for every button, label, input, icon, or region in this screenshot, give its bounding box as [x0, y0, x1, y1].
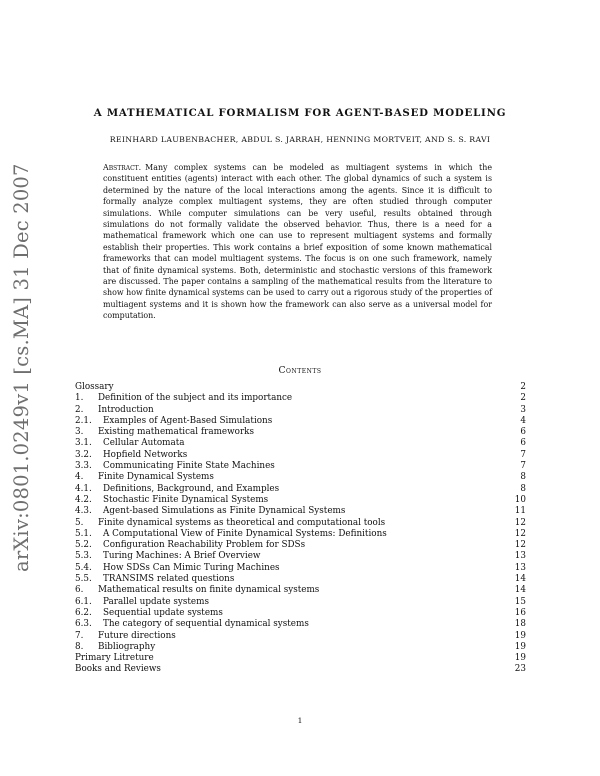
- toc-entry[interactable]: [75, 619, 526, 630]
- toc-entry-number: 4.2.: [75, 494, 92, 505]
- toc-entry-number: 5.2.: [75, 540, 92, 551]
- arxiv-identifier: arXiv:0801.0249v1 [cs.MA] 31 Dec 2007: [10, 163, 33, 572]
- toc-entry[interactable]: [75, 450, 526, 461]
- toc-entry-number: 5.: [75, 517, 84, 528]
- toc-entry[interactable]: [75, 597, 526, 608]
- toc-entry-page: 14: [514, 574, 526, 585]
- toc-entry-title: Bibliography: [98, 641, 156, 652]
- toc-entry-page: 6: [520, 427, 526, 438]
- toc-entry-page: 8: [520, 483, 526, 494]
- abstract: [103, 162, 492, 322]
- toc-entry-page: 15: [514, 596, 526, 607]
- toc-entry[interactable]: [75, 608, 526, 619]
- toc-entry-page: 23: [514, 664, 526, 675]
- toc-entry-title: TRANSIMS related questions: [103, 574, 235, 585]
- toc-entry-page: 12: [514, 528, 526, 539]
- toc-entry-title: Cellular Automata: [103, 438, 185, 449]
- toc-entry-number: 5.1.: [75, 528, 92, 539]
- toc-entry-number: 4.: [75, 472, 84, 483]
- toc-entry-title: Definition of the subject and its importance: [98, 393, 293, 404]
- toc-entry[interactable]: [75, 574, 526, 585]
- toc-entry-title: Future directions: [98, 630, 176, 641]
- toc-entry-title: Stochastic Finite Dynamical Systems: [103, 494, 269, 505]
- toc-entry-title: Glossary: [75, 382, 114, 392]
- toc-entry-title: Primary Litreture: [75, 653, 154, 664]
- toc-entry[interactable]: [75, 495, 526, 506]
- toc-entry-title: The category of sequential dynamical systems: [103, 619, 309, 630]
- toc-entry[interactable]: [75, 484, 526, 495]
- abstract-text: Many complex systems can be modeled as multiagent systems in which the constituent entities (agents) interact with each other. The global dynamics of such a system is determined by the nature of the local interactions among the agents. Since it is difficult to formally analyze complex multiagent systems, they are often studied through computer simulations. While computer simulations can be very useful, results obtained through simulations do not formally validate the observed behavior. Thus, there is a need for a mathematical framework which one can use to represent multiagent systems and formally establish their properties. This work contains a brief exposition of some known mathematical frameworks that can model multiagent systems. The focus is on one such framework, namely that of finite dynamical systems. Both, deterministic and stochastic versions of this framework are discussed. The paper contains a sampling of the mathematical results from the literature to show how finite dynamical systems can be used to carry out a rigorous study of the properties of multiagent systems and it is shown how the framework can also serve as a universal model for computation.: [103, 163, 492, 321]
- toc-entry[interactable]: [75, 518, 526, 529]
- toc-entry[interactable]: [75, 405, 526, 416]
- toc-entry[interactable]: [75, 472, 526, 483]
- table-of-contents: [75, 382, 526, 676]
- toc-entry-title: Configuration Reachability Problem for SDSs: [103, 540, 306, 551]
- toc-entry-title: A Computational View of Finite Dynamical Systems: Definitions: [103, 528, 387, 539]
- toc-entry[interactable]: [75, 540, 526, 551]
- toc-entry-number: 5.3.: [75, 551, 92, 562]
- toc-entry-title: Finite dynamical systems as theoretical and computational tools: [98, 517, 386, 528]
- toc-entry-page: 7: [520, 461, 526, 472]
- toc-entry[interactable]: [75, 664, 526, 675]
- toc-entry-number: 5.5.: [75, 574, 92, 585]
- toc-entry-page: 4: [520, 415, 526, 426]
- toc-entry-title: Communicating Finite State Machines: [103, 461, 275, 472]
- toc-entry[interactable]: [75, 529, 526, 540]
- toc-entry[interactable]: [75, 461, 526, 472]
- toc-entry[interactable]: [75, 427, 526, 438]
- paper-authors: REINHARD LAUBENBACHER, ABDUL S. JARRAH, HENNING MORTVEIT, AND S. S. RAVI: [109, 135, 491, 144]
- toc-entry-page: 2: [520, 393, 526, 404]
- toc-entry-title: Hopfield Networks: [103, 449, 188, 460]
- toc-entry-number: 6.3.: [75, 619, 92, 630]
- toc-entry-number: 3.3.: [75, 461, 92, 472]
- toc-entry-page: 18: [514, 619, 526, 630]
- toc-entry-number: 7.: [75, 630, 84, 641]
- toc-entry-number: 5.4.: [75, 562, 92, 573]
- toc-entry-page: 13: [514, 551, 526, 562]
- toc-entry-page: 12: [514, 540, 526, 551]
- toc-entry-title: Existing mathematical frameworks: [98, 427, 254, 438]
- toc-entry[interactable]: [75, 416, 526, 427]
- toc-entry-page: 3: [520, 404, 526, 415]
- toc-entry-number: 3.: [75, 427, 84, 438]
- toc-entry-page: 13: [514, 562, 526, 573]
- toc-entry[interactable]: [75, 585, 526, 596]
- toc-entry-title: Finite Dynamical Systems: [98, 472, 214, 483]
- toc-entry-title: Mathematical results on finite dynamical systems: [98, 585, 320, 596]
- toc-entry-page: 8: [520, 472, 526, 483]
- toc-entry-title: Turing Machines: A Brief Overview: [103, 551, 261, 562]
- toc-entry-page: 6: [520, 438, 526, 449]
- toc-entry-number: 6.1.: [75, 596, 92, 607]
- toc-entry-title: How SDSs Can Mimic Turing Machines: [103, 562, 280, 573]
- toc-entry-title: Agent-based Simulations as Finite Dynamical Systems: [103, 506, 346, 517]
- toc-entry[interactable]: [75, 382, 526, 393]
- toc-entry-page: 12: [514, 517, 526, 528]
- toc-entry[interactable]: [75, 506, 526, 517]
- toc-entry-title: Definitions, Background, and Examples: [103, 483, 280, 494]
- toc-entry-title: Sequential update systems: [103, 607, 223, 618]
- toc-entry-number: 4.1.: [75, 483, 92, 494]
- toc-entry-page: 19: [514, 641, 526, 652]
- page-number: 1: [297, 716, 303, 725]
- toc-entry[interactable]: [75, 393, 526, 404]
- toc-entry[interactable]: [75, 438, 526, 449]
- toc-entry-number: 2.: [75, 404, 84, 415]
- toc-entry[interactable]: [75, 631, 526, 642]
- toc-entry-page: 19: [514, 653, 526, 664]
- paper-title: A MATHEMATICAL FORMALISM FOR AGENT-BASED MODELING: [93, 107, 507, 119]
- toc-entry-title: Parallel update systems: [103, 596, 209, 607]
- toc-entry-title: Introduction: [98, 404, 154, 415]
- toc-entry-page: 11: [514, 506, 526, 517]
- toc-entry[interactable]: [75, 563, 526, 574]
- toc-entry[interactable]: [75, 551, 526, 562]
- toc-entry-number: 3.2.: [75, 449, 92, 460]
- toc-entry-page: 19: [514, 630, 526, 641]
- toc-entry-page: 16: [514, 607, 526, 618]
- toc-entry-number: 4.3.: [75, 506, 92, 517]
- toc-entry-page: 7: [520, 449, 526, 460]
- toc-entry-number: 8.: [75, 641, 84, 652]
- toc-entry[interactable]: [75, 653, 526, 664]
- toc-entry-page: 2: [520, 382, 526, 392]
- contents-heading: Contents: [278, 365, 322, 376]
- toc-entry-number: 2.1.: [75, 415, 92, 426]
- toc-entry-number: 6.2.: [75, 607, 92, 618]
- abstract-label: Abstract.: [103, 163, 142, 172]
- toc-entry-title: Books and Reviews: [75, 664, 161, 675]
- toc-entry-page: 14: [514, 585, 526, 596]
- toc-entry-page: 10: [514, 494, 526, 505]
- toc-entry-number: 6.: [75, 585, 84, 596]
- toc-entry-number: 1.: [75, 393, 84, 404]
- toc-entry[interactable]: [75, 642, 526, 653]
- toc-entry-title: Examples of Agent-Based Simulations: [103, 415, 273, 426]
- toc-entry-number: 3.1.: [75, 438, 92, 449]
